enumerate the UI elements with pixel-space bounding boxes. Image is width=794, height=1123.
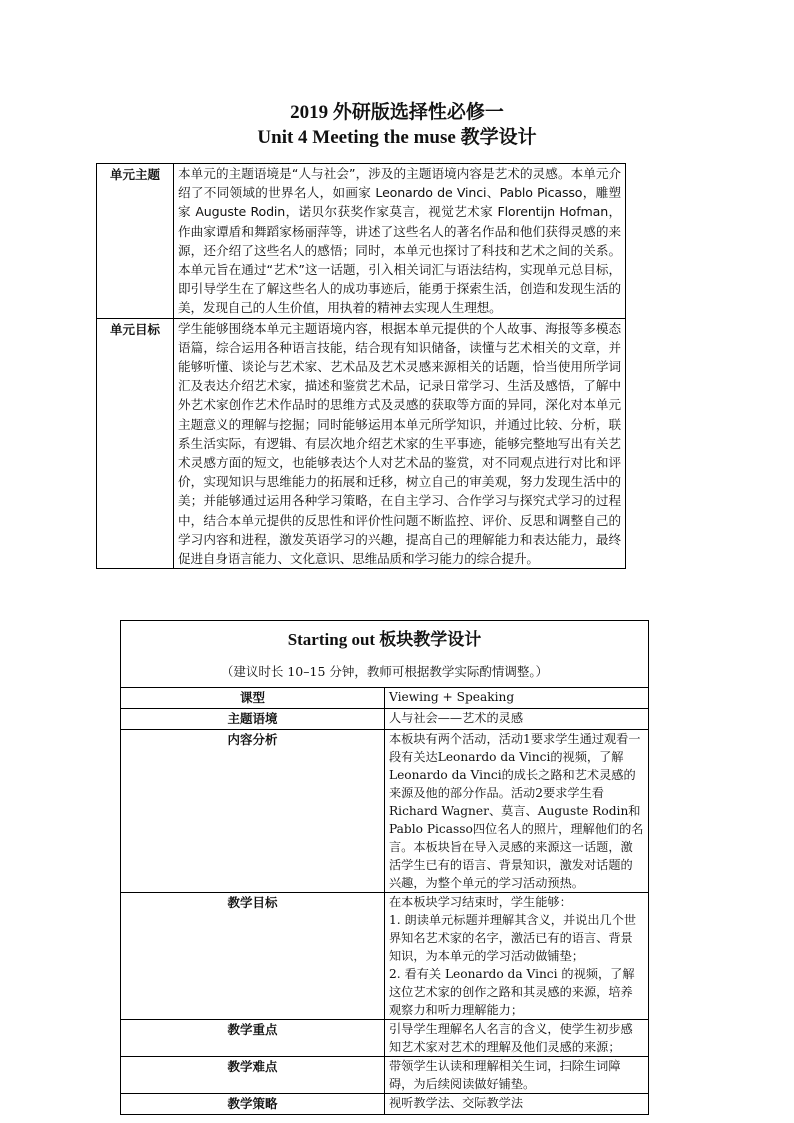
section-row-content	[385, 1057, 649, 1094]
section-row	[121, 1057, 649, 1094]
section-row-label: 内容分析	[121, 730, 385, 893]
content-line: 本板块有两个活动，活动1要求学生通过观看一段有关达Leonardo da Vinci的视频，了解Leonardo da Vinci的成长之路和艺术灵感的来源及他的部分作品。活动2要求学生看Richard Wagner、莫言、Auguste Rodin和Pablo Picasso四位名人的照片，理解他们的名言。本板块旨在导入灵感的来源这一话题，激活学生已有的语言、背景知识，激发对话题的兴趣，为整个单元的学习活动预热。	[389, 732, 644, 890]
doc-title-line2: Unit 4 Meeting the muse 教学设计	[257, 127, 537, 148]
section-table	[120, 620, 649, 1115]
content-line: Viewing + Speaking	[389, 690, 515, 704]
theme-row	[97, 164, 626, 319]
content-line: 人与社会——艺术的灵感	[389, 711, 524, 725]
goal-label: 单元目标	[97, 318, 174, 569]
section-row-content	[385, 709, 649, 730]
content-line: 带领学生认读和理解相关生词，扫除生词障碍，为后续阅读做好铺垫。	[389, 1059, 621, 1091]
section-row-label: 主题语境	[121, 709, 385, 730]
section-row-label: 教学重点	[121, 1020, 385, 1057]
section-row-label: 课型	[121, 688, 385, 709]
section-row-content	[385, 688, 649, 709]
content-line: 在本板块学习结束时，学生能够：	[389, 895, 572, 909]
section-row	[121, 1094, 649, 1115]
section-row-content	[385, 1020, 649, 1057]
section-row-content	[385, 730, 649, 893]
section-rows	[121, 688, 649, 1115]
content-line: 1. 朗读单元标题并理解其含义，并说出几个世界知名艺术家的名字，激活已有的语言、背景知识，为本单元的学习活动做铺垫；	[389, 913, 637, 963]
section-row-label: 教学目标	[121, 893, 385, 1020]
section-row	[121, 1020, 649, 1057]
section-row-content	[385, 1094, 649, 1115]
doc-title-line1: 2019 外研版选择性必修一	[290, 102, 504, 123]
content-line: 2. 看有关 Leonardo da Vinci 的视频，了解这位艺术家的创作之路和其灵感的来源，培养观察力和听力理解能力；	[389, 967, 635, 1017]
section-note: （建议时长 10–15 分钟，教师可根据教学实际酌情调整。）	[220, 664, 549, 679]
section-row-label: 教学难点	[121, 1057, 385, 1094]
content-line: 引导学生理解名人名言的含义，使学生初步感知艺术家对艺术的理解及他们灵感的来源；	[389, 1022, 633, 1054]
content-line: 视听教学法、交际教学法	[389, 1096, 524, 1110]
section-header-row	[121, 621, 649, 688]
section-title: Starting out 板块教学设计	[287, 630, 482, 649]
goal-text: 学生能够围绕本单元主题语境内容，根据本单元提供的个人故事、海报等多模态语篇，综合运用各种语言技能，结合现有知识储备，读懂与艺术相关的文章，并能够听懂、谈论与艺术家、艺术品及艺术灵感来源相关的话题，恰当使用所学词汇及表达介绍艺术家，描述和鉴赏艺术品，记录日常学习、生活及感悟，了解中外艺术家创作艺术作品时的思维方式及灵感的获取等方面的异同，深化对本单元主题意义的理解与挖掘；同时能够运用本单元所学知识，并通过比较、分析，联系生活实际，有逻辑、有层次地介绍艺术家的生平事迹，能够完整地写出有关艺术灵感方面的短文，也能够表达个人对艺术品的鉴赏，对不同观点进行对比和评价，实现知识与思维能力的拓展和迁移，树立自己的审美观，努力发现生活中的美；并能够通过运用各种学习策略，在自主学习、合作学习与探究式学习的过程中，结合本单元提供的反思性和评价性问题不断监控、评价、反思和调整自己的学习内容和进程，激发英语学习的兴趣，提高自己的理解能力和表达能力，最终促进自身语言能力、文化意识、思维品质和学习能力的综合提升。	[174, 318, 626, 569]
section-row	[121, 893, 649, 1020]
section-header	[121, 621, 649, 688]
section-row	[121, 730, 649, 893]
theme-text: 本单元的主题语境是“人与社会”，涉及的主题语境内容是艺术的灵感。本单元介绍了不同领域的世界名人，如画家 Leonardo de Vinci、Pablo Picasso，雕塑家 Auguste Rodin，诺贝尔获奖作家莫言，视觉艺术家 Florentijn Hofman，作曲家谭盾和舞蹈家杨丽萍等，讲述了这些名人的著名作品和他们获得灵感的来源，还介绍了这些名人的感悟；同时，本单元也探讨了科技和艺术之间的关系。本单元旨在通过“艺术”这一话题，引入相关词汇与语法结构，实现单元总目标，即引导学生在了解这些名人的成功事迹后，能勇于探索生活，创造和发现生活的美，发现自己的人生价值，用执着的精神去实现人生理想。	[174, 164, 626, 319]
theme-label: 单元主题	[97, 164, 174, 319]
section-row	[121, 688, 649, 709]
unit-overview-table	[96, 163, 626, 569]
section-row	[121, 709, 649, 730]
section-row-content	[385, 893, 649, 1020]
goal-row	[97, 318, 626, 569]
section-row-label: 教学策略	[121, 1094, 385, 1115]
